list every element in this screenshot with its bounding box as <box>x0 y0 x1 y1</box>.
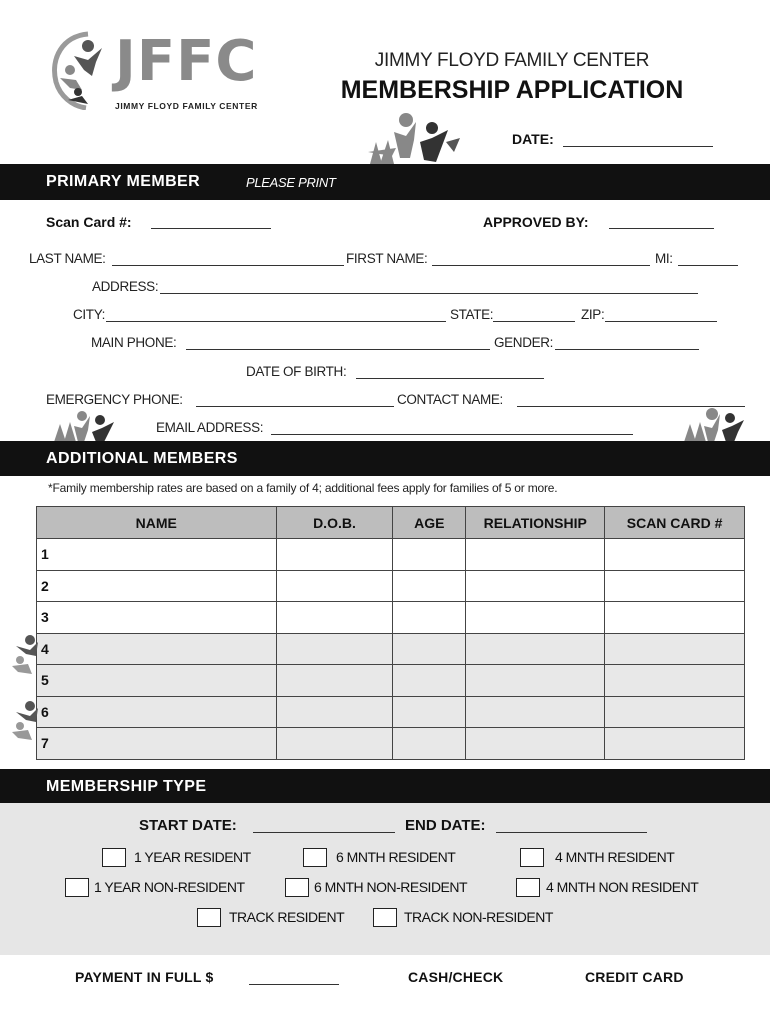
member-scan-card-cell[interactable] <box>605 665 745 697</box>
track-resident-label: TRACK RESIDENT <box>229 909 345 925</box>
mi-label: MI: <box>655 251 673 266</box>
zip-field[interactable] <box>605 321 717 322</box>
date-field[interactable] <box>563 146 713 147</box>
one-year-non-resident-label: 1 YEAR NON-RESIDENT <box>94 879 245 895</box>
email-label: EMAIL ADDRESS: <box>156 420 264 435</box>
table-row <box>37 539 745 571</box>
primary-member-title: PRIMARY MEMBER <box>46 173 201 190</box>
please-print-note: PLEASE PRINT <box>246 175 336 190</box>
column-header-dob: D.O.B. <box>276 507 393 539</box>
table-row <box>37 696 745 728</box>
six-month-resident-checkbox[interactable] <box>303 848 327 867</box>
member-name-cell[interactable] <box>37 602 277 634</box>
emergency-phone-field[interactable] <box>196 406 394 407</box>
people-figures-icon <box>366 112 462 164</box>
scan-card-field[interactable] <box>151 228 271 229</box>
mi-field[interactable] <box>678 265 738 266</box>
table-header-row <box>37 507 745 539</box>
logo-letters: JFFC <box>115 29 258 94</box>
gender-field[interactable] <box>555 349 699 350</box>
cash-check-option[interactable]: CASH/CHECK <box>408 969 504 985</box>
member-dob-cell[interactable] <box>276 602 393 634</box>
last-name-label: LAST NAME: <box>29 251 106 266</box>
row-number: 2 <box>41 577 49 594</box>
column-header-age: AGE <box>393 507 466 539</box>
member-relationship-cell[interactable] <box>466 539 605 571</box>
family-rate-note: *Family membership rates are based on a family of 4; additional fees apply for families of 5 or more. <box>48 481 558 495</box>
header-figures <box>366 112 462 164</box>
state-label: STATE: <box>450 307 494 322</box>
state-field[interactable] <box>493 321 575 322</box>
dob-field[interactable] <box>356 378 544 379</box>
member-dob-cell[interactable] <box>276 728 393 760</box>
member-name-cell[interactable] <box>37 539 277 571</box>
table-row <box>37 570 745 602</box>
credit-card-option[interactable]: CREDIT CARD <box>585 969 684 985</box>
payment-in-full-label: PAYMENT IN FULL $ <box>75 969 214 985</box>
member-name-cell[interactable] <box>37 665 277 697</box>
column-header-scan-card: SCAN CARD # <box>605 507 745 539</box>
main-phone-field[interactable] <box>186 349 490 350</box>
additional-members-title: ADDITIONAL MEMBERS <box>46 450 238 467</box>
member-dob-cell[interactable] <box>276 570 393 602</box>
member-relationship-cell[interactable] <box>466 696 605 728</box>
address-field[interactable] <box>160 293 698 294</box>
row-number: 6 <box>41 703 49 720</box>
member-name-cell[interactable] <box>37 696 277 728</box>
member-scan-card-cell[interactable] <box>605 728 745 760</box>
six-month-resident-label: 6 MNTH RESIDENT <box>336 849 456 865</box>
column-header-relationship: RELATIONSHIP <box>466 507 605 539</box>
track-resident-checkbox[interactable] <box>197 908 221 927</box>
contact-name-label: CONTACT NAME: <box>397 392 503 407</box>
one-year-resident-label: 1 YEAR RESIDENT <box>134 849 251 865</box>
start-date-field[interactable] <box>253 832 395 833</box>
six-month-non-resident-label: 6 MNTH NON-RESIDENT <box>314 879 468 895</box>
additional-members-bar <box>0 441 770 476</box>
member-scan-card-cell[interactable] <box>605 696 745 728</box>
table-row <box>37 665 745 697</box>
four-month-resident-checkbox[interactable] <box>520 848 544 867</box>
approved-by-label: APPROVED BY: <box>483 214 589 230</box>
payment-amount-field[interactable] <box>249 984 339 985</box>
scan-card-label: Scan Card #: <box>46 214 132 230</box>
row-number: 4 <box>41 640 49 657</box>
membership-type-title: MEMBERSHIP TYPE <box>46 778 207 795</box>
city-field[interactable] <box>106 321 446 322</box>
member-dob-cell[interactable] <box>276 696 393 728</box>
right-figures <box>680 406 746 442</box>
member-dob-cell[interactable] <box>276 539 393 571</box>
member-relationship-cell[interactable] <box>466 570 605 602</box>
row-number: 7 <box>41 735 49 752</box>
member-relationship-cell[interactable] <box>466 633 605 665</box>
six-month-non-resident-checkbox[interactable] <box>285 878 309 897</box>
row-number: 1 <box>41 546 49 563</box>
member-age-cell[interactable] <box>393 570 466 602</box>
member-age-cell[interactable] <box>393 665 466 697</box>
membership-type-bar <box>0 769 770 804</box>
primary-member-bar <box>0 164 770 200</box>
table-row <box>37 728 745 760</box>
center-name: JIMMY FLOYD FAMILY CENTER <box>374 50 650 71</box>
emergency-phone-label: EMERGENCY PHONE: <box>46 392 183 407</box>
four-month-non-resident-checkbox[interactable] <box>516 878 540 897</box>
column-header-name: NAME <box>37 507 277 539</box>
additional-members-table <box>36 506 745 760</box>
member-name-cell[interactable] <box>37 633 277 665</box>
end-date-label: END DATE: <box>405 817 486 834</box>
dob-label: DATE OF BIRTH: <box>246 364 347 379</box>
member-relationship-cell[interactable] <box>466 728 605 760</box>
member-age-cell[interactable] <box>393 728 466 760</box>
first-name-label: FIRST NAME: <box>346 251 428 266</box>
member-age-cell[interactable] <box>393 696 466 728</box>
track-non-resident-label: TRACK NON-RESIDENT <box>404 909 553 925</box>
row-number: 3 <box>41 609 49 626</box>
member-age-cell[interactable] <box>393 633 466 665</box>
side-figures-lower <box>10 700 38 746</box>
date-label: DATE: <box>512 131 554 147</box>
zip-label: ZIP: <box>581 307 605 322</box>
end-date-field[interactable] <box>496 832 647 833</box>
page-title: MEMBERSHIP APPLICATION <box>340 76 684 104</box>
address-label: ADDRESS: <box>92 279 159 294</box>
member-name-cell[interactable] <box>37 728 277 760</box>
people-figures-icon <box>10 634 38 680</box>
member-scan-card-cell[interactable] <box>605 602 745 634</box>
member-age-cell[interactable] <box>393 602 466 634</box>
four-month-non-resident-label: 4 MNTH NON RESIDENT <box>546 879 699 895</box>
gender-label: GENDER: <box>494 335 554 350</box>
table-row <box>37 633 745 665</box>
left-figures <box>50 410 116 442</box>
member-dob-cell[interactable] <box>276 633 393 665</box>
member-relationship-cell[interactable] <box>466 602 605 634</box>
city-label: CITY: <box>73 307 106 322</box>
member-age-cell[interactable] <box>393 539 466 571</box>
track-non-resident-checkbox[interactable] <box>373 908 397 927</box>
member-scan-card-cell[interactable] <box>605 570 745 602</box>
email-field[interactable] <box>271 434 633 435</box>
logo-subtitle: JIMMY FLOYD FAMILY CENTER <box>115 101 258 111</box>
member-scan-card-cell[interactable] <box>605 633 745 665</box>
people-figures-icon <box>10 700 38 746</box>
first-name-field[interactable] <box>432 265 650 266</box>
main-phone-label: MAIN PHONE: <box>91 335 177 350</box>
member-dob-cell[interactable] <box>276 665 393 697</box>
member-relationship-cell[interactable] <box>466 665 605 697</box>
table-row <box>37 602 745 634</box>
member-scan-card-cell[interactable] <box>605 539 745 571</box>
people-figures-icon <box>48 30 118 110</box>
start-date-label: START DATE: <box>139 817 237 834</box>
one-year-non-resident-checkbox[interactable] <box>65 878 89 897</box>
people-figures-icon <box>50 410 116 442</box>
last-name-field[interactable] <box>112 265 344 266</box>
people-figures-icon <box>680 406 746 442</box>
member-name-cell[interactable] <box>37 570 277 602</box>
side-figures-upper <box>10 634 38 680</box>
four-month-resident-label: 4 MNTH RESIDENT <box>555 849 675 865</box>
one-year-resident-checkbox[interactable] <box>102 848 126 867</box>
approved-by-field[interactable] <box>609 228 714 229</box>
row-number: 5 <box>41 672 49 689</box>
logo <box>48 30 118 110</box>
